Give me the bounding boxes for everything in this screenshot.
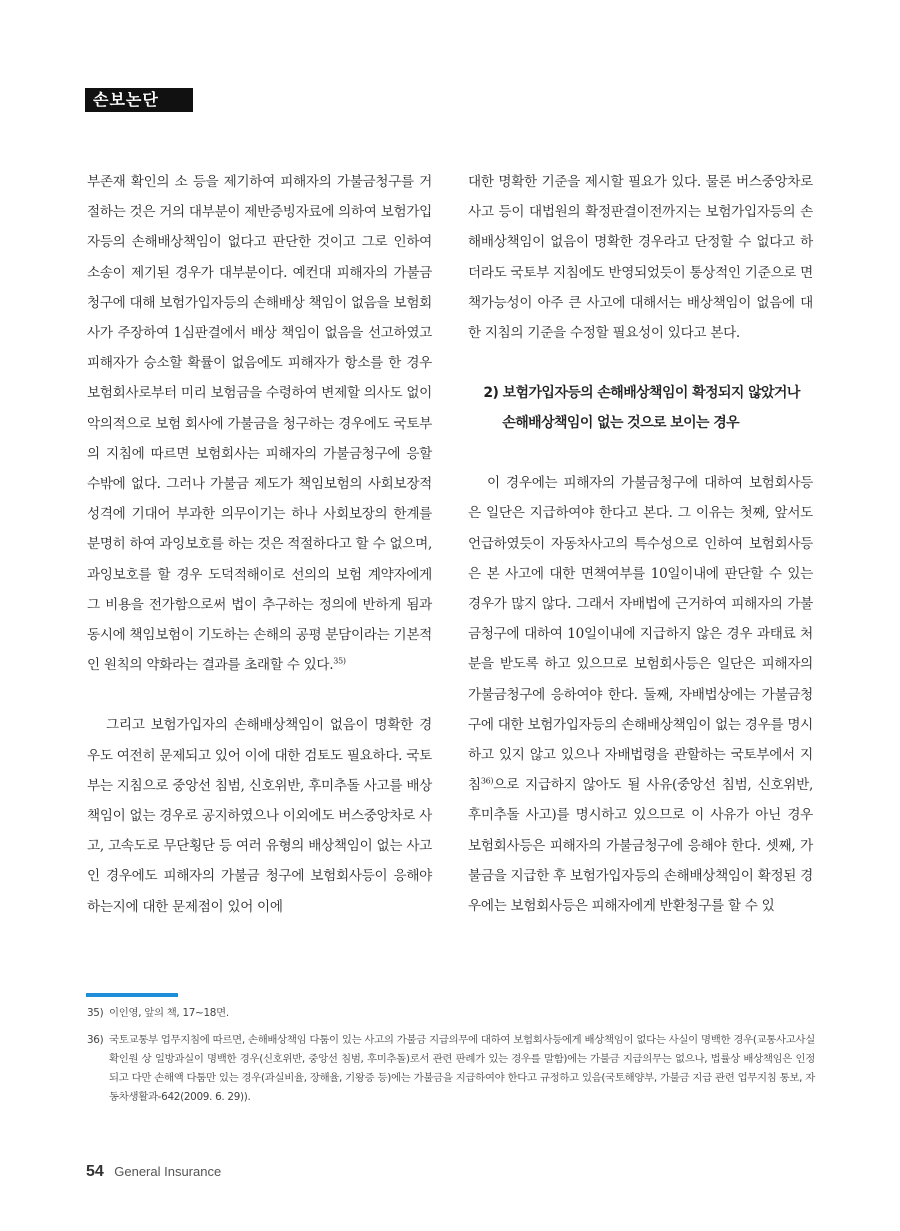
footnote-number: 36) (87, 1034, 104, 1046)
left-column (87, 167, 432, 922)
publication-name: General Insurance (114, 1164, 222, 1179)
footnote-number: 35) (87, 1007, 104, 1019)
subsection-heading (468, 378, 813, 438)
footnote-text: 국토교통부 업무지침에 따르면, 손해배상책임 다툼이 있는 사고의 가불금 지급의무에 대하여 보험회사등에게 배상책임이 없다는 사실이 명백한 경우(교통사고사실확인원 상 일방과실이 명백한 경우(신호위반, 중앙선 침범, 후미추돌)로서 관련 판례가 있는 경우를 말함)에는 가불금 지급의무는 없으나, 법률상 배상책임은 인정되고 다만 손해액 다툼만 있는 경우(과실비율, 장해율, 기왕증 등)에는 가불금을 지급하여야 한다고 규정하고 있음(국토해양부, 가불금 지급 관련 업무지침 통보, 자동차생활과-642(2009. 6. 29)). (109, 1034, 815, 1103)
paragraph: 그리고 보험가입자의 손해배상책임이 없음이 명확한 경우도 여전히 문제되고 있어 이에 대한 검토도 필요하다. 국토부는 지침으로 중앙선 침범, 신호위반, 후미추돌 사고를 배상책임이 없는 경우로 공지하였으나 이외에도 버스중앙차로 사고, 고속도로 무단횡단 등 여러 유형의 배상책임이 없는 사고인 경우에도 피해자의 가불금 청구에 보험회사등이 응해야 하는지에 대한 문제점이 있어 이에 (87, 717, 432, 915)
footnote-divider (86, 993, 178, 997)
page-number: 54 (86, 1163, 104, 1180)
section-tag: 손보논단 (85, 88, 193, 112)
page-footer (86, 1163, 221, 1181)
footnote-item (87, 1031, 815, 1107)
paragraph-text: 부존재 확인의 소 등을 제기하여 피해자의 가불금청구를 거절하는 것은 거의 대부분이 제반증빙자료에 의하여 보험가입자등의 손해배상책임이 없다고 판단한 것이고 그로 인하여 소송이 제기된 경우가 대부분이다. 예컨대 피해자의 가불금 청구에 대해 보험가입자등의 손해배상 책임이 없음을 보험회사가 주장하여 1심판결에서 배상 책임이 없음을 선고하였고 피해자가 승소할 확률이 없음에도 피해자가 항소를 한 경우 보험회사로부터 미리 보험금을 수령하여 변제할 의사도 없이 악의적으로 보험 회사에 가불금을 청구하는 경우에도 국토부의 지침에 따르면 보험회사는 피해자의 가불금청구에 응할 수밖에 없다. 그러나 가불금 제도가 책임보험의 사회보장적 성격에 기대어 부과한 의무이기는 하나 사회보장의 한계를 분명히 하여 과잉보호를 하는 것은 적절하다고 할 수 없으며, 과잉보호를 할 경우 도덕적해이로 선의의 보험 계약자에게 그 비용을 전가함으로써 법이 추구하는 정의에 반하게 됨과 동시에 책임보험이 기도하는 손해의 공평 분담이라는 기본적인 원칙의 약화라는 결과를 초래할 수 있다. (87, 174, 432, 674)
paragraph (87, 167, 432, 680)
footnote-ref[interactable]: 36) (480, 776, 494, 786)
paragraph-text: 으로 지급하지 않아도 될 사유(중앙선 침범, 신호위반, 후미추돌 사고)를 명시하고 있으므로 이 사유가 아닌 경우 보험회사등은 피해자의 가불금청구에 응해야 한다. 셋째, 가불금을 지급한 후 보험가입자등의 손해배상책임이 확정된 경우에는 보험회사등은 피해자에게 반환청구를 할 수 있 (468, 777, 813, 915)
paragraph: 대한 명확한 기준을 제시할 필요가 있다. 물론 버스중앙차로 사고 등이 대법원의 확정판결이전까지는 보험가입자등의 손해배상책임이 없음이 명확한 경우라고 단정할 수 없다고 하더라도 국토부 지침에도 반영되었듯이 통상적인 기준으로 면책가능성이 아주 큰 사고에 대해서는 배상책임이 없음에 대한 지침의 기준을 수정할 필요성이 있다고 본다. (468, 174, 813, 342)
footnote-item (87, 1004, 815, 1023)
footnote-text: 이인영, 앞의 책, 17~18면. (109, 1007, 229, 1019)
subsection-heading-line1: 2) 보험가입자등의 손해배상책임이 확정되지 않았거나 (483, 385, 800, 402)
footnotes (87, 1004, 815, 1115)
footnote-ref[interactable]: 35) (333, 656, 346, 666)
subsection-heading-line2: 손해배상책임이 없는 것으로 보이는 경우 (502, 415, 740, 432)
paragraph (468, 468, 813, 921)
right-column (468, 167, 813, 921)
paragraph-text: 이 경우에는 피해자의 가불금청구에 대하여 보험회사등은 일단은 지급하여야 한다고 본다. 그 이유는 첫째, 앞서도 언급하였듯이 자동차사고의 특수성으로 인하여 보험회사등은 본 사고에 대한 면책여부를 10일이내에 판단할 수 있는 경우가 많지 않다. 그래서 자배법에 근거하여 피해자의 가불금청구에 대하여 10일이내에 지급하지 않은 경우 과태료 처분을 받도록 하고 있으므로 보험회사등은 일단은 피해자의 가불금청구에 응하여야 한다. 둘째, 자배법상에는 가불금청구에 대한 보험가입자등의 손해배상책임이 없는 경우를 명시하고 있지 않고 있으나 자배법령을 관할하는 국토부에서 지침 (468, 475, 813, 794)
